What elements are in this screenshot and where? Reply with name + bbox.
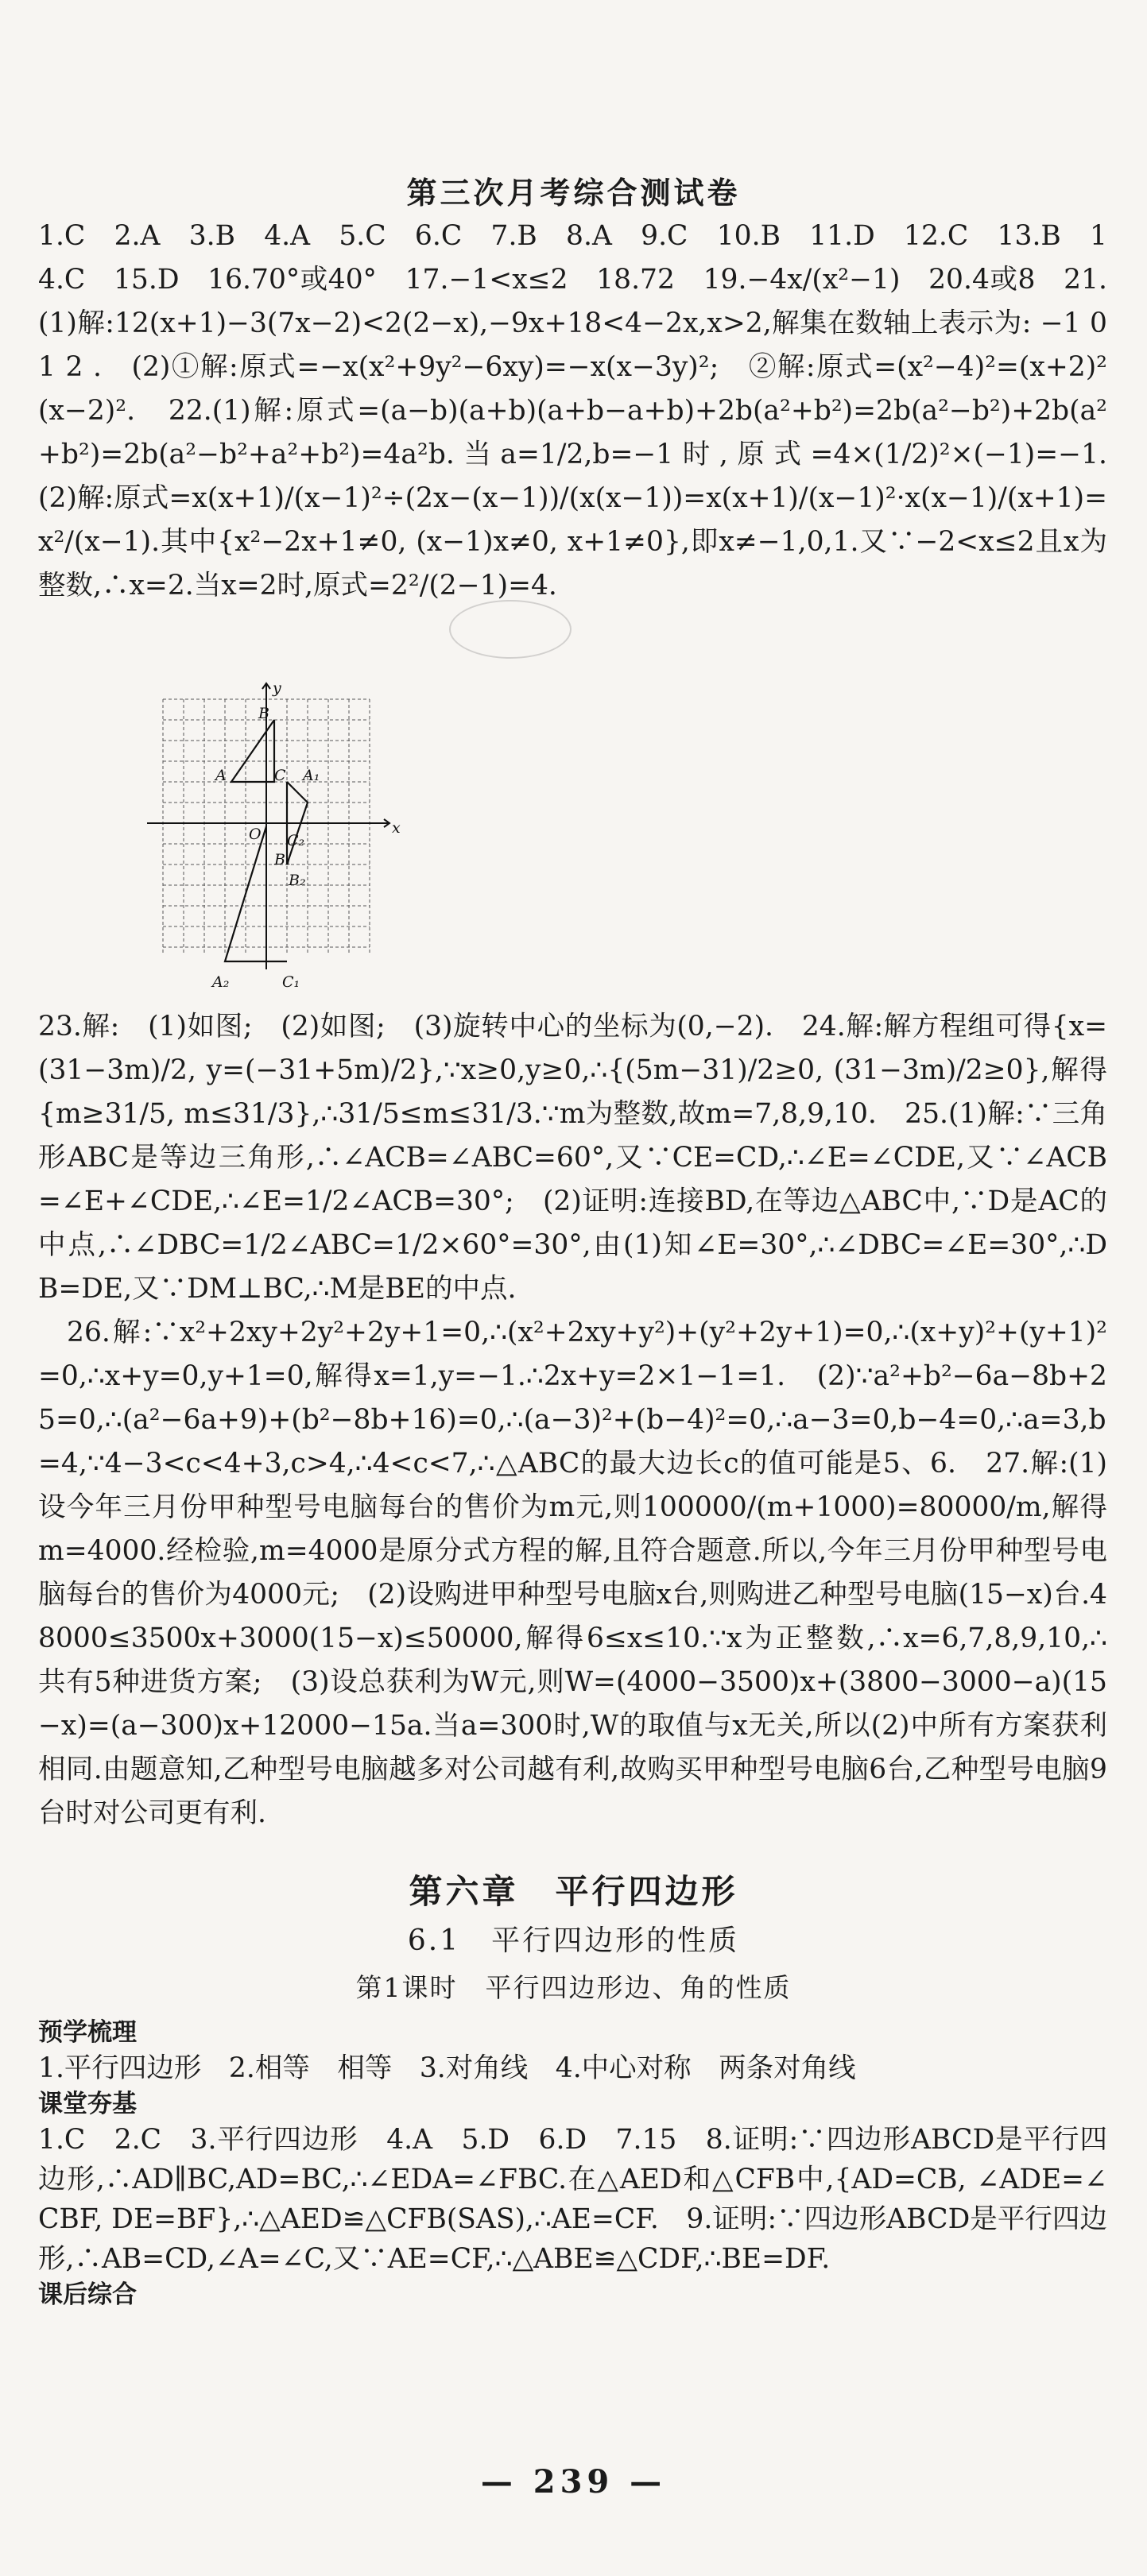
label-y: y <box>273 679 281 697</box>
label-a2: A₂ <box>212 973 230 991</box>
triangle-abc <box>231 720 274 782</box>
section-title: 6.1 平行四边形的性质 <box>407 1924 740 1957</box>
test-title: 第三次月考综合测试卷 <box>406 175 741 211</box>
page-number: — 239 — <box>480 2463 667 2501</box>
class-heading: 课堂夯基 <box>38 2090 137 2118</box>
grid-figure-svg <box>147 675 409 993</box>
figure-labels <box>211 679 401 991</box>
label-a: A <box>215 767 227 784</box>
label-c1: C₁ <box>282 973 300 991</box>
lesson-answers <box>38 2017 1107 2311</box>
answers-block-2 <box>38 1005 1107 1835</box>
triangle-a2b2c2 <box>225 826 287 961</box>
label-origin: O <box>249 826 262 843</box>
answers-block-1 <box>38 215 1135 608</box>
label-b2: B₂ <box>289 872 306 889</box>
class-text: 1.C 2.C 3.平行四边形 4.A 5.D 6.D 7.15 8.证明:∵四边形ABCD是平行四边形,∴AD∥BC,AD=BC,∴∠EDA=∠FBC.在△AED和△CFB中,{AD=CB, ∠ADE=∠CBF, DE=BF},∴△AED≌△CFB(SAS),∴AE=CF. 9.证明:∵四边形ABCD是平行四边形,∴AB=CD,∠A=∠C,又∵AE=CF,∴△ABE≌△CDF,∴BE=DF. <box>38 2124 1107 2275</box>
label-a1: A₁ <box>303 767 320 784</box>
label-c: C <box>274 767 286 784</box>
label-b: B <box>258 705 269 722</box>
answers-text-23: 23.解: (1)如图; (2)如图; (3)旋转中心的坐标为(0,−2). 24.解:解方程组可得{x=(31−3m)/2, y=(−31+5m)/2},∵x≥0,y≥0,∴{(5m−31)/2≥0, (31−3m)/2≥0},解得{m≥31/5, m≤31/3},∴31/5≤m≤31/3.∵m为整数,故m=7,8,9,10. 25.(1)解:∵三角形ABC是等边三角形,∴∠ACB=∠ABC=60°,又∵CE=CD,∴∠E=∠CDE,又∵∠ACB=∠E+∠CDE,∴∠E=1/2∠ACB=30°; (2)证明:连接BD,在等边△ABC中,∵D是AC的中点,∴∠DBC=1/2∠ABC=1/2×60°=30°,由(1)知∠E=30°,∴∠DBC=∠E=30°,∴DB=DE,又∵DM⊥BC,∴M是BE的中点. <box>38 1011 1107 1305</box>
answers-text-26: 26.解:∵x²+2xy+2y²+2y+1=0,∴(x²+2xy+y²)+(y²+2y+1)=0,∴(x+y)²+(y+1)²=0,∴x+y=0,y+1=0,解得x=1,y=−1.∴2x+y=2×1−1=1. (2)∵a²+b²−6a−8b+25=0,∴(a²−6a+9)+(b²−8b+16)=0,∴(a−3)²+(b−4)²=0,∴a−3=0,b−4=0,∴a=3,b=4,∵4−3<c<4+3,c>4,∴4<c<7,∴△ABC的最大边长c的值可能是5、6. 27.解:(1)设今年三月份甲种型号电脑每台的售价为m元,则100000/(m+1000)=80000/m,解得m=4000.经检验,m=4000是原分式方程的解,且符合题意.所以,今年三月份甲种型号电脑每台的售价为4000元; (2)设购进甲种型号电脑x台,则购进乙种型号电脑(15−x)台.48000≤3500x+3000(15−x)≤50000,解得6≤x≤10.∵x为正整数,∴x=6,7,8,9,10,∴共有5种进货方案; (3)设总获利为W元,则W=(4000−3500)x+(3800−3000−a)(15−x)=(a−300)x+12000−15a.当a=300时,W的取值与x无关,所以(2)中所有方案获利相同.由题意知,乙种型号电脑越多对公司越有利,故购买甲种型号电脑6台,乙种型号电脑9台时对公司更有利. <box>38 1317 1107 1829</box>
label-x: x <box>392 819 401 837</box>
preview-text: 1.平行四边形 2.相等 相等 3.对角线 4.中心对称 两条对角线 <box>38 2052 856 2084</box>
chapter-title: 第六章 平行四边形 <box>409 1872 738 1911</box>
label-b1: B₁ <box>274 851 292 868</box>
coordinate-figure <box>147 675 409 996</box>
preview-heading: 预学梳理 <box>38 2018 137 2047</box>
lesson-title: 第1课时 平行四边形边、角的性质 <box>355 1972 792 2003</box>
answers-text-1: 1.C 2.A 3.B 4.A 5.C 6.C 7.B 8.A 9.C 10.B 11.D 12.C 13.B 14.C 15.D 16.70°或40° 17.−1<x≤2 18.72 19.−4x/(x²−1) 20.4或8 21.(1)解:12(x+1)−3(7x−2)<2(2−x),−9x+18<4−2x,x>2,解集在数轴上表示为: −1 0 1 2 . (2)①解:原式=−x(x²+9y²−6xy)=−x(x−3y)²; ②解:原式=(x²−4)²=(x+2)²(x−2)². 22.(1)解:原式=(a−b)(a+b)(a+b−a+b)+2b(a²+b²)=2b(a²−b²)+2b(a²+b²)=2b(a²−b²+a²+b²)=4a²b.当a=1/2,b=−1时,原式=4×(1/2)²×(−1)=−1. (2)解:原式=x(x+1)/(x−1)²÷(2x−(x−1))/(x(x−1))=x(x+1)/(x−1)²·x(x−1)/(x+1)=x²/(x−1).其中{x²−2x+1≠0, (x−1)x≠0, x+1≠0},即x≠−1,0,1.又∵−2<x≤2且x为整数,∴x=2.当x=2时,原式=2²/(2−1)=4. <box>38 220 1135 601</box>
after-heading: 课后综合 <box>38 2280 137 2309</box>
label-c2: C₂ <box>287 832 305 849</box>
watermark-stamp <box>449 600 572 659</box>
